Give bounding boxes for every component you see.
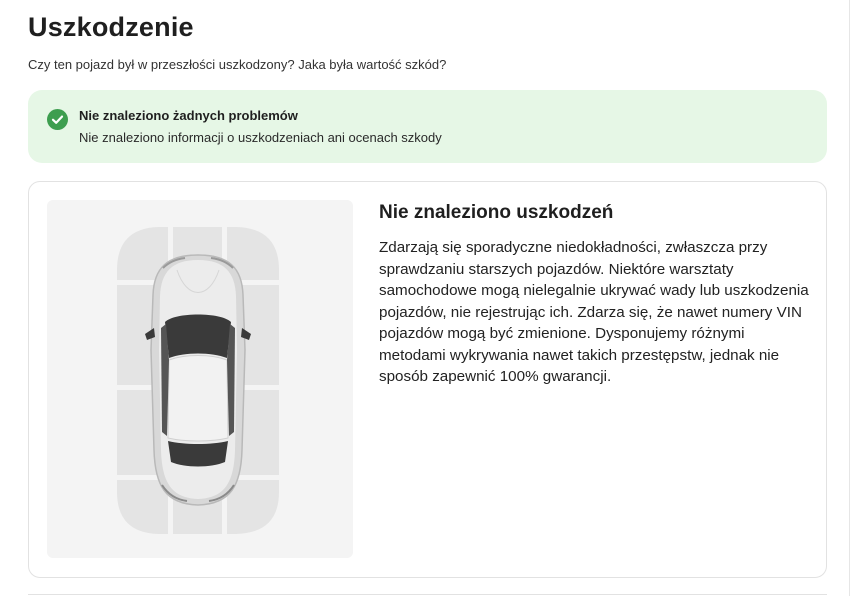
- card-title: Nie znaleziono uszkodzeń: [379, 202, 614, 223]
- card-description: Zdarzają się sporadyczne niedokładności, zwłaszcza przy sprawdzaniu starszych pojazdów. Niektóre warsztaty samochodowe mogą nielegalnie ukrywać wady lub uszkodzenia pojazdów, nie rejestrując ich. Zdarza się, że nawet numery VIN pojazdów mogą być zmienione. Dysponujemy różnymi metodami wykrywania nawet takich przestępstw, jednak nie sposób zapewnić 100% gwarancji.: [379, 239, 809, 385]
- car-top-view-icon: [47, 200, 353, 558]
- section-subtitle: Czy ten pojazd był w przeszłości uszkodzony? Jaka była wartość szkód?: [28, 57, 447, 72]
- alert-title: Nie znaleziono żadnych problemów: [79, 108, 298, 123]
- zone-rear-left: [117, 480, 168, 534]
- check-circle-icon: [47, 109, 68, 130]
- damage-diagram: [47, 200, 353, 558]
- page-edge: [849, 0, 850, 596]
- divider: [28, 594, 827, 595]
- zone-rear-right: [227, 480, 279, 534]
- status-alert: [28, 90, 827, 163]
- damage-card: [28, 181, 827, 578]
- section-title: Uszkodzenie: [28, 12, 194, 42]
- alert-text: Nie znaleziono informacji o uszkodzeniach ani ocenach szkody: [79, 130, 442, 145]
